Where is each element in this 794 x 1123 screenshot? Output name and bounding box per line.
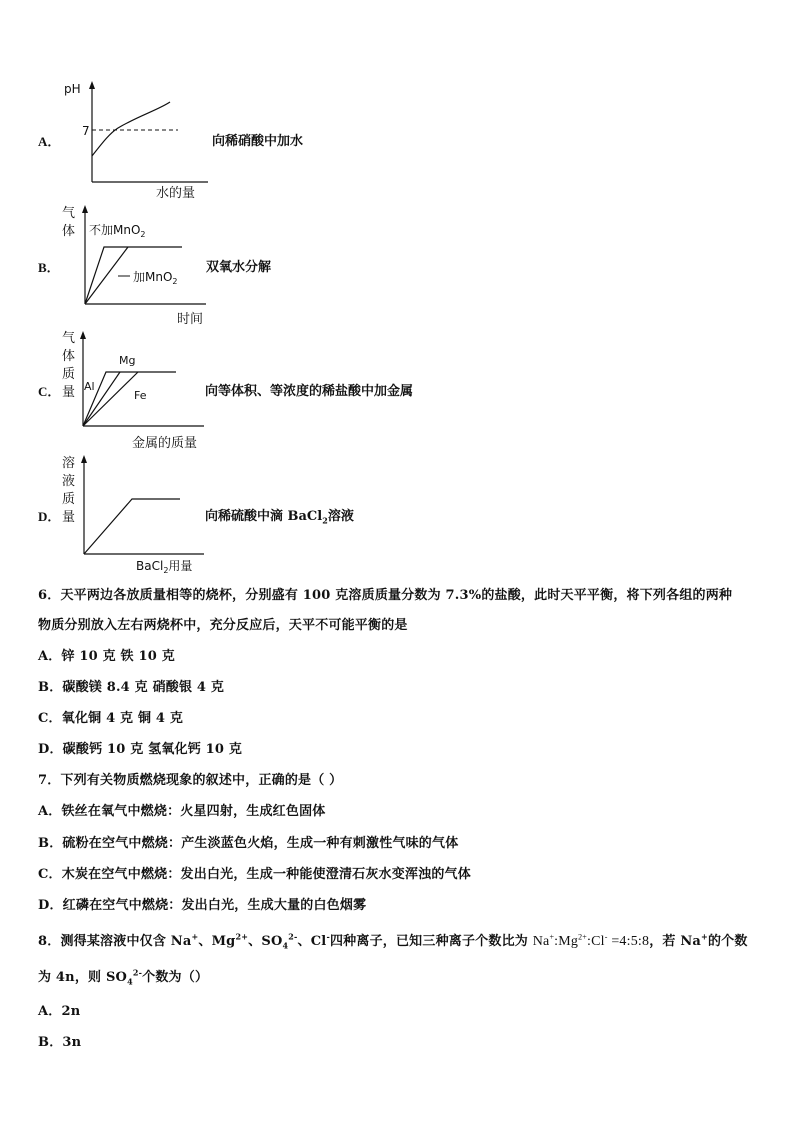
ion-ratio: $Na^+:Mg^{2+}:Cl^-$ =4:5:8 [532, 932, 650, 949]
q6-option-d: D．碳酸钙 10 克 氢氧化钙 10 克 [38, 742, 243, 757]
q7-option-b: B．硫粉在空气中燃烧：产生淡蓝色火焰，生成一种有刺激性气味的气体 [38, 836, 459, 851]
x-axis-label: 水的量 [156, 186, 196, 201]
x-axis-label: BaCl$_2$用量 [136, 559, 193, 575]
q6-option-b: B．碳酸镁 8.4 克 硝酸银 4 克 [38, 680, 225, 695]
y-axis-label-1: 气 [62, 206, 76, 221]
y-axis-label-4: 量 [62, 385, 76, 400]
graph-a [58, 78, 218, 203]
q6-option-a: A．锌 10 克 铁 10 克 [38, 649, 175, 664]
option-b-text: 双氧水分解 [206, 260, 272, 275]
ph-curve [92, 102, 170, 156]
y-axis-label-1: 气 [62, 331, 76, 346]
y-axis-label-3: 质 [62, 367, 76, 382]
curve-label-catalyst: 加MnO$_2$ [133, 270, 178, 286]
q8-stem-line2: 为 4n，则 $SO_4^{2-}$个数为（） [38, 967, 209, 987]
option-c-text: 向等体积、等浓度的稀盐酸中加金属 [205, 384, 414, 399]
y-axis-label-2: 体 [62, 224, 76, 239]
q6-stem-line2: 物质分别放入左右两烧杯中，充分反应后，天平不可能平衡的是 [38, 618, 408, 633]
y-arrow [81, 455, 87, 463]
graph-b [58, 202, 218, 327]
y-arrow [80, 331, 86, 339]
x-axis-label: 金属的质量 [132, 436, 198, 451]
x-axis-label: 时间 [177, 312, 204, 327]
option-b-label: B． [38, 260, 60, 275]
q6-stem-line1: 6．天平两边各放质量相等的烧杯，分别盛有 100 克溶质质量分数为 7.3%的盐酸，此时天平平衡，将下列各组的两种 [38, 588, 733, 603]
y-arrow [82, 205, 88, 213]
q6-option-c: C．氧化铜 4 克 铜 4 克 [38, 711, 184, 726]
y-arrow [89, 81, 95, 89]
y-axis-label: pH [64, 82, 81, 96]
solution-mass-line [84, 499, 180, 554]
y-axis-label-1: 溶 [62, 456, 76, 471]
ref-label-7: 7 [82, 124, 90, 138]
graph-d [58, 452, 218, 577]
series-label-mg: Mg [119, 354, 136, 367]
option-a-label: A． [38, 134, 61, 149]
q7-option-c: C．木炭在空气中燃烧：发出白光，生成一种能使澄清石灰水变浑浊的气体 [38, 867, 471, 882]
graph-c [58, 328, 218, 453]
q7-option-a: A．铁丝在氧气中燃烧：火星四射，生成红色固体 [38, 804, 326, 819]
option-a-text: 向稀硝酸中加水 [212, 134, 304, 149]
q7-stem: 7．下列有关物质燃烧现象的叙述中，正确的是（ ） [38, 773, 343, 788]
q7-option-d: D．红磷在空气中燃烧：发出白光，生成大量的白色烟雾 [38, 898, 367, 913]
series-label-al: Al [84, 380, 95, 393]
option-c-label: C． [38, 384, 61, 399]
y-axis-label-2: 液 [62, 474, 76, 489]
series-label-fe: Fe [134, 389, 147, 402]
option-d-label: D． [38, 509, 61, 524]
y-axis-label-3: 质 [62, 492, 76, 507]
curve-label-no-catalyst: 不加MnO$_2$ [89, 223, 146, 239]
q8-option-b: B．3n [38, 1035, 82, 1050]
y-axis-label-2: 体 [62, 349, 76, 364]
q8-stem-line1: 8．测得某溶液中仅含 Na+、$Mg^{2+}$、$SO_4^{2-}$、Cl-四种离子，已知三种离子个数比为 $Na^+:Mg^{2+}:Cl^-$ =4:5:8，若 Na+的个数 [38, 931, 748, 951]
y-axis-label-4: 量 [62, 510, 76, 525]
q8-option-a: A．2n [38, 1004, 81, 1019]
option-d-text: 向稀硫酸中滴 BaCl$_2$溶液 [205, 509, 354, 526]
